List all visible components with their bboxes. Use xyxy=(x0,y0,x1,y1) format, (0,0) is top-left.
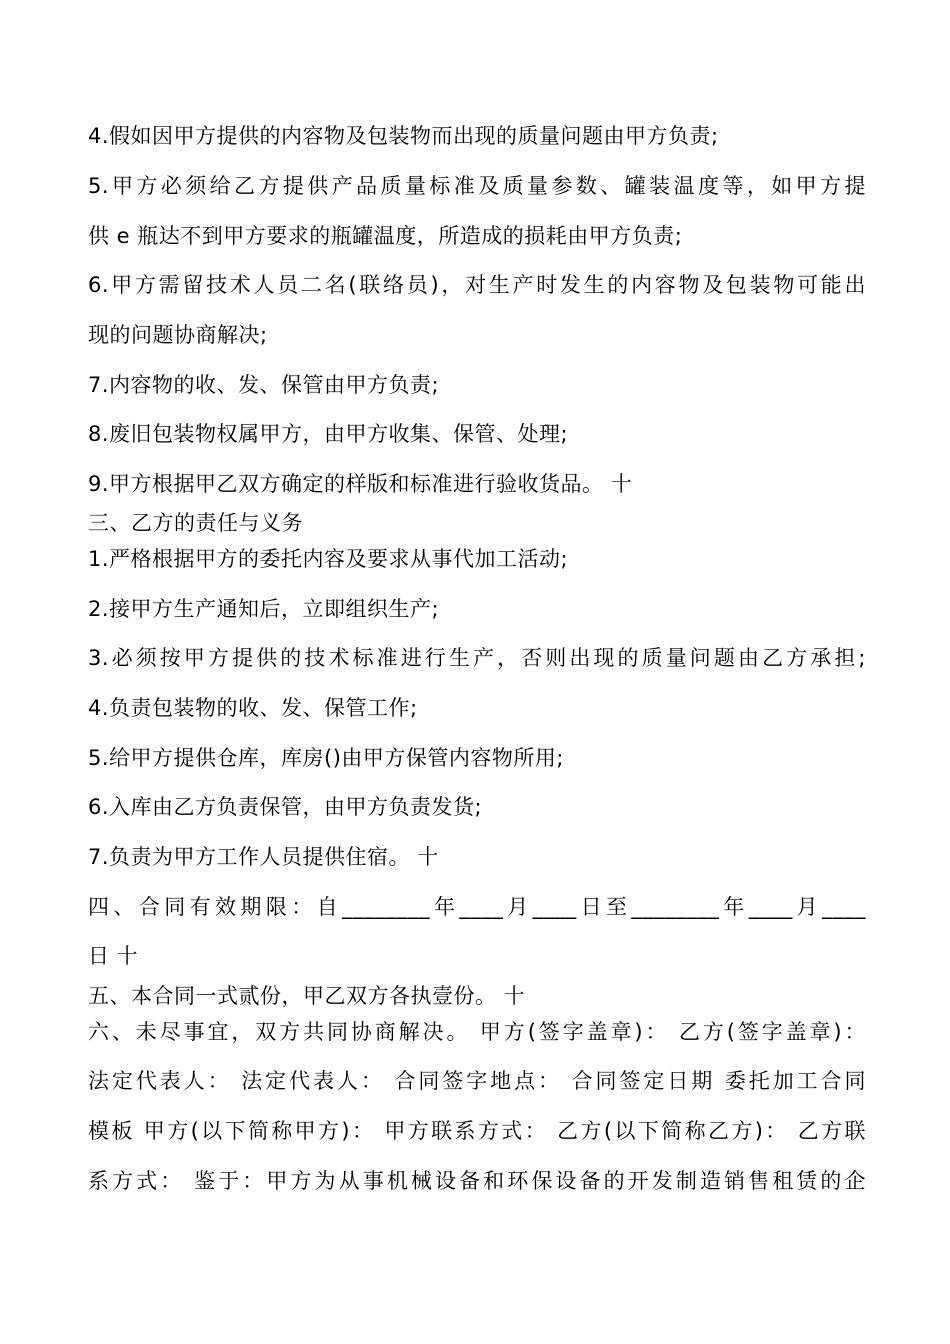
text-line: 2.接甲方生产通知后，立即组织生产; xyxy=(88,597,440,621)
text-line: 4.假如因甲方提供的内容物及包装物而出现的质量问题由甲方负责; xyxy=(88,124,719,148)
text-line: 9.甲方根据甲乙双方确定的样版和标准进行验收货品。 十 xyxy=(88,472,633,496)
text-line: 7.负责为甲方工作人员提供住宿。 十 xyxy=(88,845,439,869)
text-line: 8.废旧包装物权属甲方，由甲方收集、保管、处理; xyxy=(88,422,569,446)
text-line: 7.内容物的收、发、保管由甲方负责; xyxy=(88,373,440,397)
text-line: 法定代表人： 法定代表人： 合同签字地点： 合同签定日期 委托加工合同 xyxy=(88,1069,866,1093)
text-line: 5.甲方必须给乙方提供产品质量标准及质量参数、罐装温度等，如甲方提 xyxy=(88,174,866,198)
text-line: 6.入库由乙方负责保管，由甲方负责发货; xyxy=(88,795,483,819)
text-line: 日 十 xyxy=(88,944,139,968)
text-line: 系方式： 鉴于：甲方为从事机械设备和环保设备的开发制造销售租赁的企 xyxy=(88,1169,866,1193)
text-line: 1.严格根据甲方的委托内容及要求从事代加工活动; xyxy=(88,547,569,571)
text-line: 现的问题协商解决; xyxy=(88,323,268,347)
text-line: 模板 甲方(以下简称甲方)： 甲方联系方式： 乙方(以下简称乙方)： 乙方联 xyxy=(88,1119,866,1143)
text-line: 6.甲方需留技术人员二名(联络员)，对生产时发生的内容物及包装物可能出 xyxy=(88,273,866,297)
section-heading: 三、乙方的责任与义务 xyxy=(88,511,303,535)
text-line: 供 e 瓶达不到甲方要求的瓶罐温度，所造成的损耗由甲方负责; xyxy=(88,224,683,248)
text-line: 3.必须按甲方提供的技术标准进行生产，否则出现的质量问题由乙方承担; xyxy=(88,646,866,670)
section-heading: 五、本合同一式贰份，甲乙双方各执壹份。 十 xyxy=(88,984,526,1008)
section-heading: 六、未尽事宜，双方共同协商解决。 甲方(签字盖章)： 乙方(签字盖章)： xyxy=(88,1020,866,1044)
text-line: 5.给甲方提供仓库，库房()由甲方保管内容物所用; xyxy=(88,746,564,770)
text-line: 4.负责包装物的收、发、保管工作; xyxy=(88,696,418,720)
section-heading: 四、合同有效期限：自________年____月____日至________年____月____ xyxy=(88,895,866,919)
